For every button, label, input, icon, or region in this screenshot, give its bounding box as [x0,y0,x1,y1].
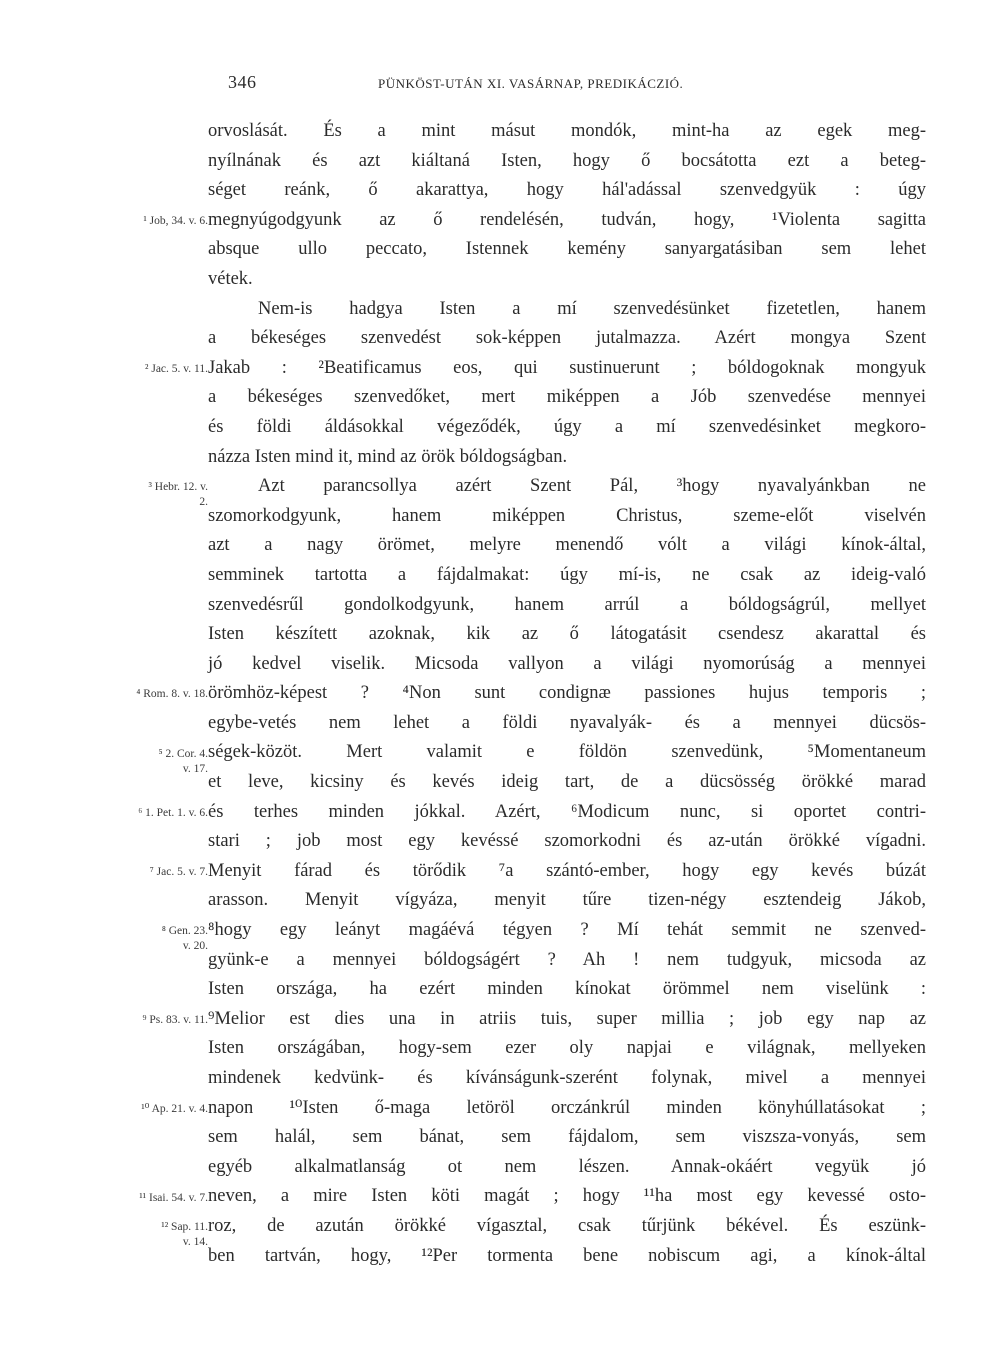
margin-note-line: ⁴ Rom. 8. v. 18. [136,688,208,701]
text-line: Azt parancsollya azért Szent Pál, ³hogy nyavalyánkban ne [258,476,926,497]
text-line: Nem-is hadgya Isten a mí szenvedésünket fizetetlen, hanem [258,298,926,319]
margin-note [90,747,208,777]
margin-note-line: ⁵ 2. Cor. 4. [158,747,208,760]
margin-note-line: ¹ Job, 34. v. 6. [143,214,208,227]
margin-note-line: ⁷ Jac. 5. v. 7. [149,866,208,878]
margin-note [90,480,208,510]
text-line: mindenek kedvünk- és kívánságunk-szerént folynak, mivel a mennyei [208,1068,926,1088]
margin-note [90,1013,208,1028]
margin-note-line: v. 20. [182,940,208,953]
text-line: egyéb alkalmatlanság ot nem lészen. Annak-okáért vegyük jó [208,1156,926,1177]
text-line: séget reánk, ő akarattya, hogy hál'adással szenvedgyük : úgy [208,180,926,201]
margin-notes [90,0,208,1355]
margin-note [90,1191,208,1206]
text-line: szenvedésrűl gondolkodgyunk, hanem arrúl a bóldogságrúl, mellyet [208,594,926,615]
margin-note-line: ¹² Sap. 11. [161,1221,208,1234]
margin-note-line: ⁶ 1. Pet. 1. v. 6. [138,806,208,819]
text-line: et leve, kicsiny és kevés ideig tart, de a dücsösség örökké marad [208,772,926,793]
margin-note [90,806,208,821]
text-line: názza Isten mind it, mind az örök bóldogságban. [208,446,568,467]
text-line: vétek. [208,268,253,289]
text-line: azt a nagy örömet, melyre menendő vólt a világi kínok-által, [208,535,926,556]
text-line: és terhes minden jókkal. Azért, ⁶Modicum nunc, si oportet contri- [208,801,926,822]
text-line: sem halál, sem bánat, sem fájdalom, sem viszsza-vonyás, sem [208,1127,926,1148]
text-line: arasson. Menyit vígyáza, menyit tűre tizen-négy esztendeig Jákob, [208,890,926,911]
margin-note-line: ⁸ Gen. 23. [161,925,208,938]
margin-note-line: v. 17. [182,762,208,775]
text-line: ⁸hogy egy leányt magáévá tégyen ? Mí tehát semmit ne szenved- [208,920,926,941]
text-line: ⁹Melior est dies una in atriis tuis, super millia ; job egy nap az [208,1008,926,1029]
text-line: örömhöz-képest ? ⁴Non sunt condignæ passiones hujus temporis ; [208,683,926,704]
text-line: és földi áldásokkal végeződék, úgy a mí szenvedésinket megkoro- [208,416,926,437]
margin-note-line: ¹⁰ Ap. 21. v. 4. [141,1102,208,1115]
margin-note-line: ³ Hebr. 12. v. [148,481,208,494]
text-line: gyünk-e a mennyei bóldogságért ? Ah ! nem tudgyuk, micsoda az [208,949,926,970]
text-line: a békeséges szenvedőket, mert miképpen a Jób szenvedése mennyei [208,387,926,408]
text-line: jó kedvel viselik. Micsoda vallyon a világi nyomorúság a mennyei [208,653,926,674]
margin-note [90,362,208,377]
text-line: orvoslását. És a mint másut mondók, mint-ha az egek meg- [208,121,926,141]
margin-note-line: ² Jac. 5. v. 11. [145,362,208,375]
text-line: egybe-vetés nem lehet a földi nyavalyák- és a mennyei dücsös- [208,712,926,733]
margin-note-line: v. 14. [182,1236,208,1249]
margin-note [90,1220,208,1250]
text-line: Isten országa, ha ezért minden kínokat örömmel nem viselünk : [208,979,926,1000]
page-number: 346 [228,72,257,92]
text-line: megnyúgodgyunk az ő rendelésén, tudván, hogy, ¹Violenta sagitta [208,209,926,230]
text-line: Jakab : ²Beatificamus eos, qui sustinuerunt ; bóldogoknak mongyuk [208,357,926,378]
running-title: PÜNKÖST-UTÁN XI. VASÁRNAP, PREDIKÁCZIÓ. [378,76,684,91]
body-text [208,117,926,1271]
text-line: neven, a mire Isten köti magát ; hogy ¹¹ha most egy kevessé osto- [208,1186,926,1207]
text-line: nyílnának és azt kiáltaná Isten, hogy ő bocsátotta ezt a beteg- [208,150,926,171]
text-line: roz, de azután örökké vígasztal, csak tűrjünk békével. És eszünk- [208,1215,926,1236]
text-line: Isten készített azoknak, kik az ő látogatásit csendesz akarattal és [208,624,926,645]
text-line: a békeséges szenvedést sok-képpen jutalmazza. Azért mongya Szent [208,328,926,349]
margin-note-line: ¹¹ Isai. 54. v. 7. [139,1191,208,1204]
margin-note [90,924,208,954]
margin-note-line: 2. [199,496,208,509]
margin-note [90,214,208,229]
text-line: absque ullo peccato, Istennek kemény sanyargatásiban sem lehet [208,239,926,260]
margin-note [90,865,208,880]
text-line: napon ¹⁰Isten ő-maga letöröl orczánkrúl minden könyhúllatásokat ; [208,1097,926,1118]
margin-note [90,687,208,702]
margin-note [90,1102,208,1117]
text-line: stari ; job most egy kevéssé szomorkodni és az-után örökké vígadni. [208,831,926,852]
text-line: Menyit fárad és törődik ⁷a szántó-ember, hogy egy kevés búzát [208,860,926,881]
text-line: szomorkodgyunk, hanem miképpen Christus, szeme-előt viselvén [208,505,926,526]
text-line: semminek tartotta a fájdalmakat: úgy mí-is, ne csak az ideig-való [208,564,926,585]
text-line: ben tartván, hogy, ¹²Per tormenta bene nobiscum agi, a kínok-által [208,1245,926,1266]
margin-note-line: ⁹ Ps. 83. v. 11. [142,1014,208,1026]
text-line: ségek-közöt. Mert valamit e földön szenvedünk, ⁵Momentaneum [208,742,926,763]
text-line: Isten országában, hogy-sem ezer oly napjai e világnak, mellyeken [208,1038,926,1059]
